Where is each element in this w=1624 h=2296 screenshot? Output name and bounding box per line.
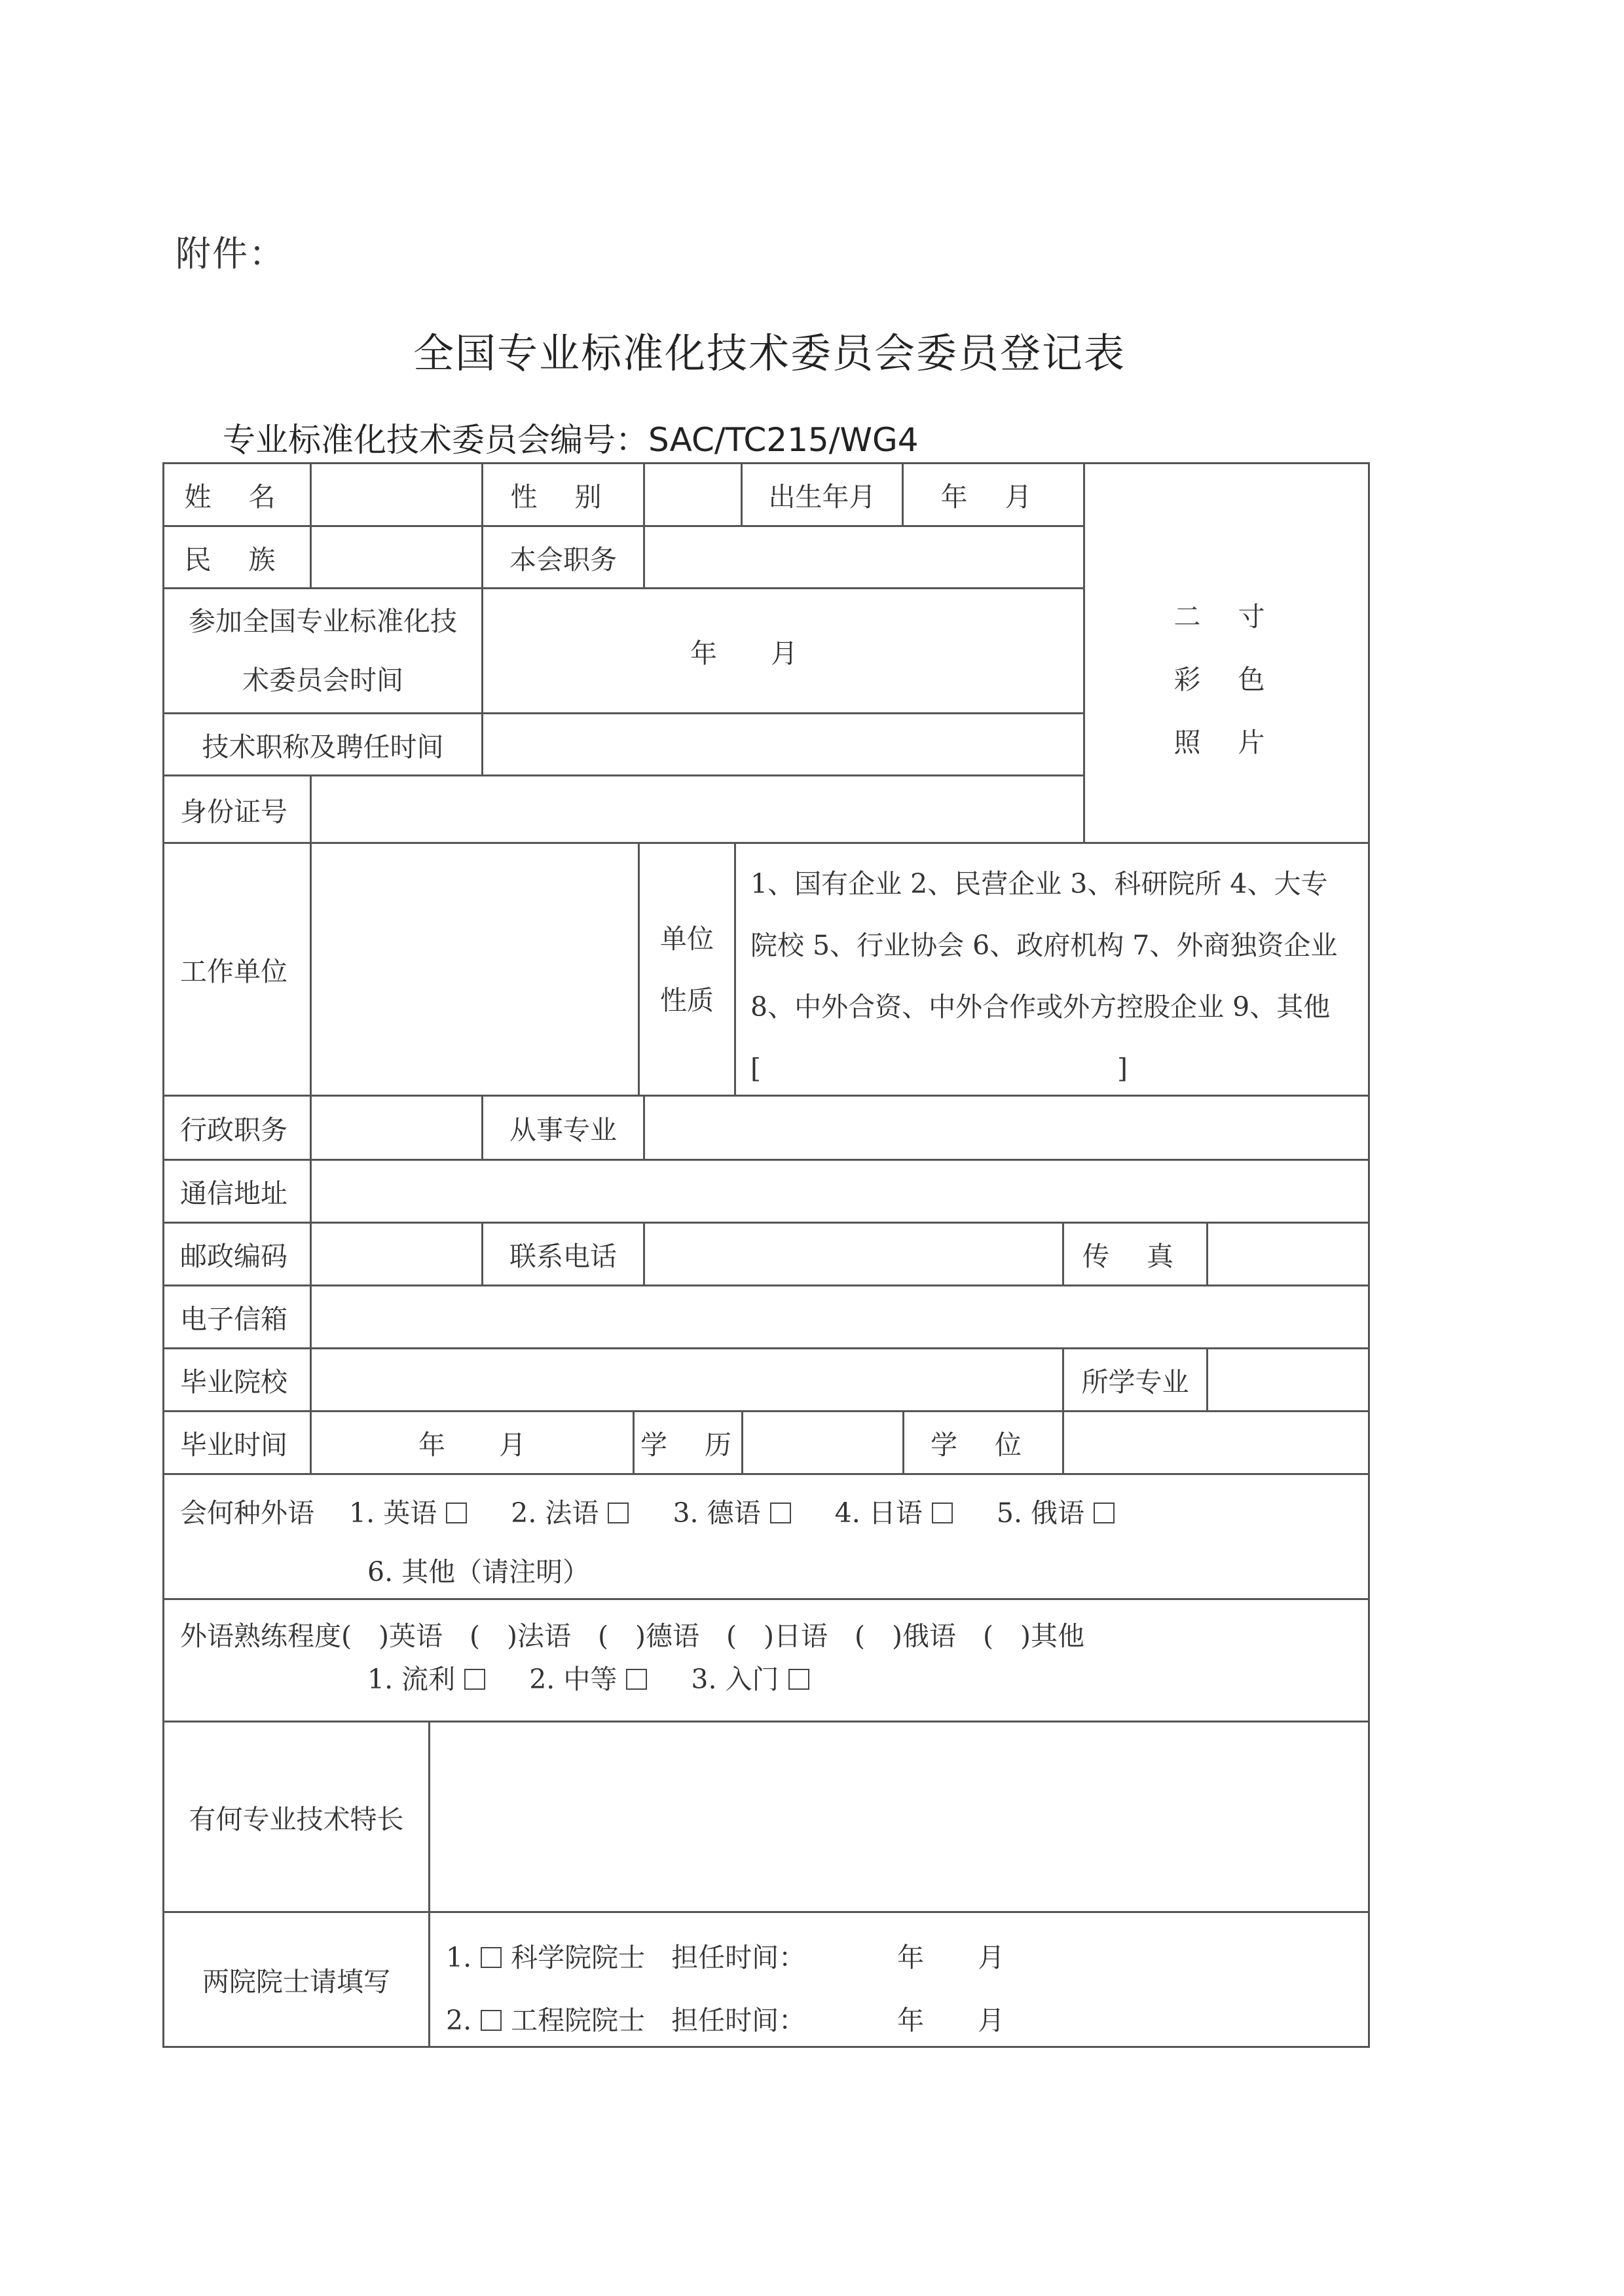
join-time-label-line2: 术委员会时间 [242, 665, 403, 696]
major-field[interactable] [1206, 1347, 1370, 1412]
proficiency-row [162, 1598, 1370, 1722]
lang-russian-text: 5. 俄语 [996, 1497, 1085, 1529]
attachment-label: 附件： [175, 233, 286, 274]
gender-field[interactable] [643, 462, 743, 527]
proficiency-languages[interactable]: ( )英语 ( )法语 ( )德语 ( )日语 ( )俄语 ( )其他 [341, 1620, 1084, 1652]
lang-option-russian[interactable] [997, 1497, 1124, 1529]
level-intermediate[interactable] [529, 1664, 656, 1695]
committee-position-field[interactable] [643, 525, 1085, 589]
checkbox-fluent[interactable] [464, 1669, 485, 1690]
foreign-language-label: 会何种外语 [180, 1497, 314, 1529]
proficiency-label: 外语熟练程度 [180, 1620, 341, 1652]
foreign-language-row [162, 1473, 1370, 1600]
join-time-label [162, 587, 483, 714]
level-intermediate-text: 2. 中等 [529, 1664, 618, 1695]
graduate-time-field[interactable]: 年 月 [310, 1410, 635, 1475]
photo-text-3: 照 片 [1173, 726, 1280, 758]
checkbox-engineering-academician[interactable] [481, 2010, 502, 2031]
join-time-label-line1: 参加全国专业标准化技 [189, 606, 457, 637]
lang-other[interactable]: 6. 其他（请注明） [367, 1556, 590, 1588]
ethnicity-field[interactable] [310, 525, 483, 589]
name-field[interactable] [310, 462, 483, 527]
unit-other-open-bracket: [ [750, 1053, 761, 1084]
tech-title-label: 技术职称及聘任时间 [162, 712, 483, 776]
level-beginner[interactable] [691, 1664, 818, 1695]
lang-option-german[interactable] [673, 1497, 800, 1529]
academician-science-time-label: 担任时间： [671, 1942, 806, 1973]
unit-options-line4 [750, 1038, 1368, 1097]
work-unit-field[interactable] [310, 842, 640, 1097]
admin-position-field[interactable] [310, 1095, 483, 1161]
registration-form [162, 462, 1370, 2048]
photo-text-1: 二 寸 [1173, 600, 1280, 632]
academician-engineering-prefix: 2. [446, 2005, 472, 2036]
form-title: 全国专业标准化技术委员会委员登记表 [413, 329, 1126, 377]
degree-label: 学 位 [902, 1410, 1064, 1475]
expertise-field[interactable] [428, 1721, 1370, 1913]
academician-row-science[interactable] [446, 1926, 1368, 1989]
lang-german-text: 3. 德语 [673, 1497, 761, 1529]
unit-options-line2: 院校 5、行业协会 6、政府机构 7、外商独资企业 [750, 930, 1338, 961]
unit-options-line1: 1、国有企业 2、民营企业 3、科研院所 4、大专 [750, 868, 1328, 900]
academician-science-ym: 年 月 [897, 1942, 1005, 1973]
unit-options-line3: 8、中外合资、中外合作或外方控股企业 9、其他 [750, 991, 1331, 1023]
graduate-school-field[interactable] [310, 1347, 1064, 1412]
checkbox-russian[interactable] [1094, 1503, 1115, 1523]
lang-english-text: 1. 英语 [349, 1497, 437, 1529]
lang-french-text: 2. 法语 [511, 1497, 599, 1529]
major-label: 所学专业 [1062, 1347, 1208, 1412]
checkbox-french[interactable] [608, 1503, 629, 1523]
expertise-label: 有何专业技术特长 [162, 1721, 430, 1913]
unit-other-close-bracket: ] [1117, 1053, 1128, 1084]
academician-science-label: 科学院院士 [511, 1942, 646, 1973]
level-fluent-text: 1. 流利 [367, 1664, 456, 1695]
specialty-label: 从事专业 [481, 1095, 645, 1161]
academician-field [428, 1911, 1370, 2048]
education-label: 学 历 [633, 1410, 904, 1475]
checkbox-japanese[interactable] [932, 1503, 953, 1523]
address-field[interactable] [310, 1159, 1370, 1224]
ethnicity-label: 民 族 [162, 525, 312, 589]
gender-label: 性 别 [481, 462, 645, 527]
birth-field[interactable]: 年 月 [902, 462, 1085, 527]
level-beginner-text: 3. 入门 [691, 1664, 779, 1695]
address-label: 通信地址 [162, 1159, 312, 1224]
committee-code-label: 专业标准化技术委员会编号： [223, 421, 648, 459]
phone-field[interactable] [643, 1222, 1064, 1286]
graduate-school-label: 毕业院校 [162, 1347, 312, 1412]
lang-option-french[interactable] [511, 1497, 638, 1529]
proficiency-line2 [180, 1658, 1368, 1701]
degree-field[interactable] [1062, 1410, 1370, 1475]
photo-text-2: 彩 色 [1173, 663, 1280, 695]
birth-label: 出生年月 [741, 462, 904, 527]
checkbox-english[interactable] [446, 1503, 467, 1523]
lang-option-english[interactable] [349, 1497, 476, 1529]
education-field[interactable] [741, 1410, 904, 1475]
id-number-field[interactable] [310, 774, 1085, 844]
unit-nature-line2: 性质 [660, 984, 714, 1016]
email-field[interactable] [310, 1285, 1370, 1349]
fax-label: 传 真 [1062, 1222, 1208, 1286]
graduate-time-label: 毕业时间 [162, 1410, 312, 1475]
postal-code-label: 邮政编码 [162, 1222, 312, 1286]
committee-code: SAC/TC215/WG4 [648, 421, 919, 459]
phone-label: 联系电话 [481, 1222, 645, 1286]
committee-position-label: 本会职务 [481, 525, 645, 589]
id-number-label: 身份证号 [162, 774, 312, 844]
academician-engineering-time-label: 担任时间： [671, 2005, 806, 2036]
unit-nature-label [638, 842, 736, 1097]
proficiency-line1 [180, 1614, 1368, 1658]
unit-nature-options[interactable] [734, 842, 1370, 1097]
academician-label: 两院院士请填写 [162, 1911, 430, 2048]
specialty-field[interactable] [643, 1095, 1370, 1161]
email-label: 电子信箱 [162, 1285, 312, 1349]
checkbox-intermediate[interactable] [626, 1669, 647, 1690]
name-label: 姓 名 [162, 462, 312, 527]
tech-title-field[interactable] [481, 712, 1085, 776]
work-unit-label: 工作单位 [162, 842, 312, 1097]
level-fluent[interactable] [367, 1664, 494, 1695]
lang-japanese-text: 4. 日语 [834, 1497, 923, 1529]
postal-code-field[interactable] [310, 1222, 483, 1286]
academician-engineering-ym: 年 月 [897, 2005, 1005, 2036]
join-time-field[interactable]: 年 月 [481, 587, 1085, 714]
unit-nature-line1: 单位 [660, 922, 714, 955]
fax-field[interactable] [1206, 1222, 1370, 1286]
academician-row-engineering[interactable] [446, 1989, 1368, 2048]
checkbox-beginner[interactable] [788, 1669, 809, 1690]
photo-box [1083, 462, 1370, 844]
admin-position-label: 行政职务 [162, 1095, 312, 1161]
checkbox-science-academician[interactable] [481, 1947, 502, 1968]
committee-code-line [223, 414, 919, 461]
lang-option-japanese[interactable] [835, 1497, 962, 1529]
academician-engineering-label: 工程院院士 [511, 2005, 646, 2036]
foreign-language-line1 [180, 1488, 1368, 1538]
academician-science-prefix: 1. [446, 1942, 472, 1973]
checkbox-german[interactable] [770, 1503, 791, 1523]
